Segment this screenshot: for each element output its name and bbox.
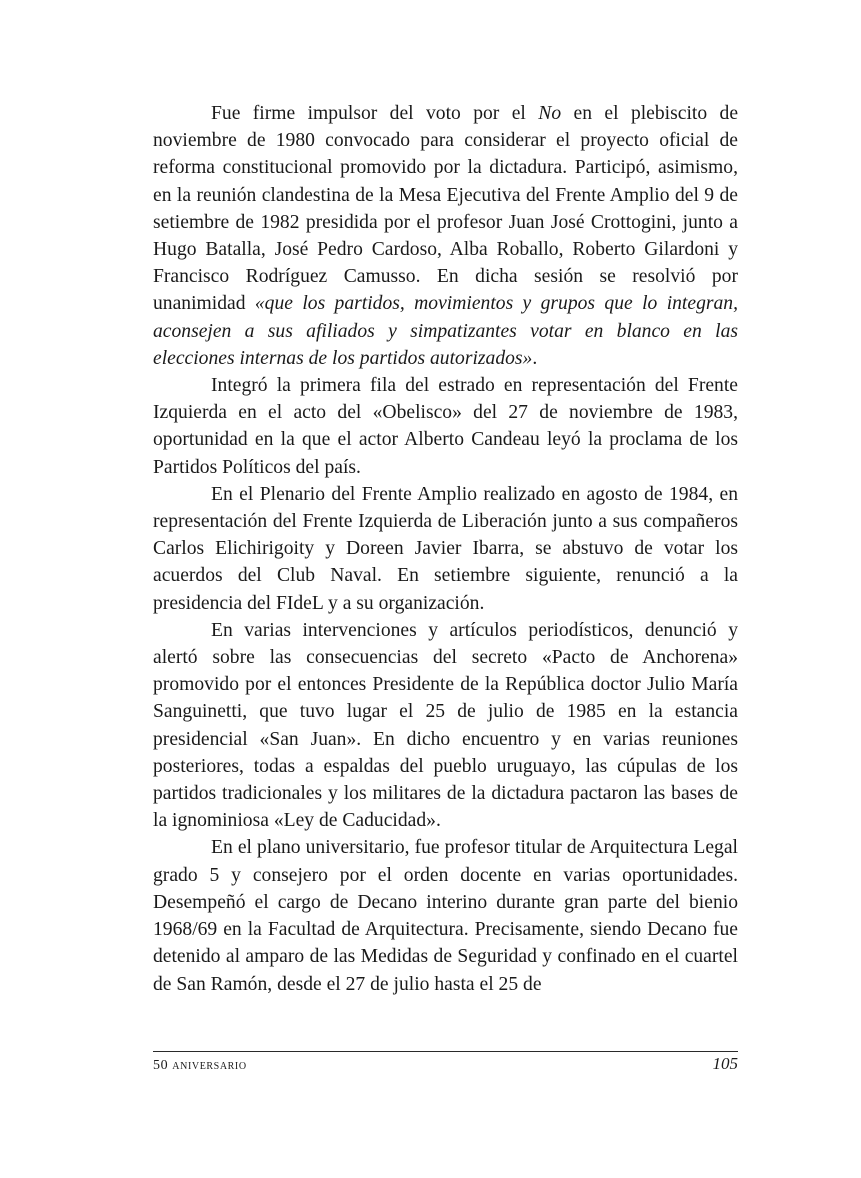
p1-seg-1: Fue firme impulsor del voto por el <box>211 103 539 124</box>
paragraph-3 <box>153 481 738 617</box>
p1-seg-4: «que los partidos, movimientos y grupos que lo integran, aconsejen a sus afiliados y simpatizantes votar en blanco en las elecciones internas de los partidos autorizados» <box>153 293 738 369</box>
paragraph-2 <box>153 372 738 481</box>
p2-seg-1: Integró la primera fila del estrado en representación del Frente Izquierda en el acto del «Obelisco» del 27 de noviembre de 1983, oportunidad en la que el actor Alberto Candeau leyó la proclama de los Partidos Políticos del país. <box>153 375 738 478</box>
running-title: 50 aniversario <box>153 1058 247 1073</box>
paragraph-1 <box>153 100 738 372</box>
p1-seg-2: No <box>538 103 562 124</box>
body-text <box>153 100 738 1045</box>
p3-seg-1: En el Plenario del Frente Amplio realizado en agosto de 1984, en representación del Frente Izquierda de Liberación junto a sus compañeros Carlos Elichirigoity y Doreen Javier Ibarra, se abstuvo de votar los acuerdos del Club Naval. En setiembre siguiente, renunció a la presidencia del FIdeL y a su organización. <box>153 483 738 614</box>
p1-seg-5: . <box>532 347 538 369</box>
page-number: 105 <box>712 1054 738 1073</box>
footer-rule <box>153 1051 738 1052</box>
paragraph-5 <box>153 834 738 997</box>
paragraph-4 <box>153 617 738 835</box>
p4-seg-1: En varias intervenciones y artículos periodísticos, denunció y alertó sobre las consecuencias del secreto «Pacto de Anchorena» promovido por el entonces Presidente de la República doctor Julio María Sanguinetti, que tuvo lugar el 25 de julio de 1985 en la estancia presidencial «San Juan». En dicho encuentro y en varias reuniones posteriores, todas a espaldas del pueblo uruguayo, las cúpulas de los partidos tradicionales y los militares de la dictadura pactaron las bases de la ignominiosa «Ley de Caducidad». <box>153 619 738 832</box>
p1-seg-3: en el plebiscito de noviembre de 1980 convocado para considerar el proyecto oficial de reforma constitucional promovido por la dictadura. Participó, asimismo, en la reunión clandestina de la Mesa Ejecutiva del Frente Amplio del 9 de setiembre de 1982 presidida por el profesor Juan José Crottogini, junto a Hugo Batalla, José Pedro Cardoso, Alba Roballo, Roberto Gilardoni y Francisco Rodríguez Camusso. En dicha sesión se resolvió por unanimidad <box>153 103 738 315</box>
p5-seg-1: En el plano universitario, fue profesor titular de Arquitectura Legal grado 5 y consejero por el orden docente en varias oportunidades. Desempeñó el cargo de Decano interino durante gran parte del bienio 1968/69 en la Facultad de Arquitectura. Precisamente, siendo Decano fue detenido al amparo de las Medidas de Seguridad y confinado en el cuartel de San Ramón, desde el 27 de julio hasta el 25 de <box>153 837 738 995</box>
